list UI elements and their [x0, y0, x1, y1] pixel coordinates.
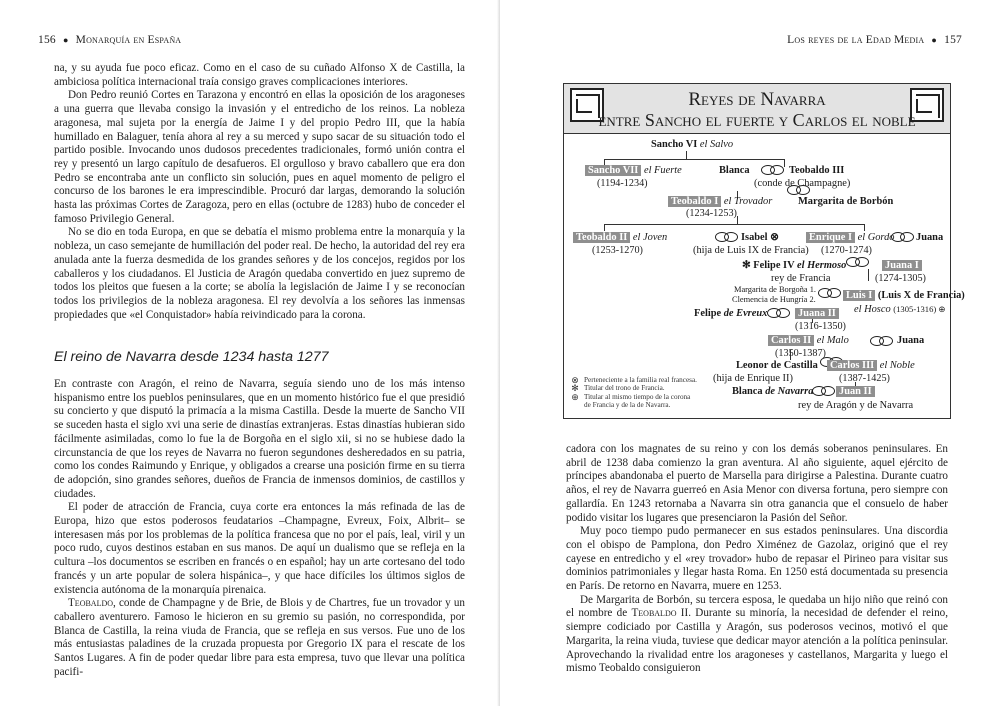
- person-name: Teobaldo I: [668, 196, 721, 207]
- paragraph-text: De Margarita de Borbón, su tercera esposa, le quedaba un hijo niño que reinó con el nombre de: [566, 593, 948, 620]
- paragraph: No se dio en toda Europa, en que se debatía el mismo problema entre la monarquía y la nobleza, un caso semejante de humillación del poder real. De hecho, la autoridad del rey era anulada ante la fuerza desmedida de los grandes señores y de los concejos, regidos por los caballeros y los ciudadanos. El Justicia de Aragón quedaba convertido en juez supremo de todos los pleitos que fuesen a la corte; se abolía la legislación de Jaime I y se reconocían todos los privilegios de la nobleza aragonesa. El rey devolvía a los señores las inmensas propiedades que «el Conquistador» había reivindicado para la corona.: [54, 226, 465, 321]
- legend-item: [570, 393, 697, 410]
- legend-text: Perteneciente a la familia real francesa.: [584, 376, 697, 384]
- person-name: Enrique I: [806, 232, 855, 243]
- reign-dates: (1270-1274): [821, 245, 872, 256]
- person-teobaldo-ii: [573, 232, 667, 244]
- person-carlos-ii: [768, 335, 849, 347]
- right-running-head: [787, 34, 962, 46]
- marriage-rings-icon: [818, 288, 840, 297]
- person-name: ✻ Felipe IV: [742, 260, 795, 271]
- legend-item: [570, 384, 697, 392]
- person-epithet: el Trovador: [723, 196, 773, 207]
- reign-dates: (1194-1234): [597, 178, 648, 189]
- person-epithet: el Salvo: [699, 139, 734, 150]
- marriage-rings-icon: [870, 336, 892, 345]
- person-name: Teobaldo II: [573, 232, 630, 243]
- legend-text: Titular del trono de Francia.: [584, 384, 665, 393]
- left-text-block-1: [54, 62, 465, 322]
- person-name: Juana I: [882, 260, 922, 271]
- reign-dates: (1234-1253): [686, 208, 737, 219]
- person-marg-borgona: Margarita de Borgoña 1.: [734, 285, 817, 294]
- tree-line: [604, 224, 605, 231]
- chart-title-box: [564, 84, 950, 134]
- person-name: Felipe: [694, 308, 722, 319]
- person-epithet: el Hermoso: [797, 260, 847, 271]
- person-clemencia: Clemencia de Hungría 2.: [732, 295, 816, 304]
- person-note: (hija de Luis IX de Francia): [693, 245, 809, 256]
- reign-dates: (1253-1270): [592, 245, 643, 256]
- paragraph: cadora con los magnates de su reino y con los demás soberanos peninsulares. En abril de 1238 daba comienzo la gran aventura. Al año siguiente, aquel ejército de príncipes abandonaba el puerto de Marsella para dirigirse a Palestina. Durante cuatro años, el rey de Navarra guerreó en Asia Menor con diversa fortuna, pero siempre con gallardía. En 1243 retornaba a Navarra sin otra ganancia que el consuelo de haber podido visitar los lugares que presenciaron la Pasión del Señor.: [566, 443, 948, 524]
- paragraph: Muy poco tiempo pudo permanecer en sus estados peninsulares. Una discordia con el obispo de Pamplona, don Pedro Ximénez de Gazolaz, originó que el rey cayese en entredicho y el «rey trovador» hubo de repasar el Pirineo para visitar sus dominios patrimoniales y llegar hasta Roma. En 1250 está documentada su presencia en París. De retorno en Navarra, muere en 1253.: [566, 525, 948, 593]
- person-felipe-iv: [742, 260, 846, 272]
- person-sancho-vii: [585, 165, 682, 177]
- reign-dates: (1274-1305): [875, 273, 926, 284]
- chart-title: Reyes de Navarra: [688, 89, 826, 110]
- paragraph: [54, 597, 465, 679]
- person-epithet: el Malo: [816, 335, 849, 346]
- tree-line: [868, 269, 869, 281]
- person-name: Carlos III: [827, 360, 877, 371]
- person-juana-ii: [795, 308, 839, 320]
- person-note: rey de Aragón y de Navarra: [798, 400, 914, 411]
- genealogy-chart: [563, 83, 965, 419]
- person-name: Carlos II: [768, 335, 814, 346]
- person-epithet: el Fuerte: [643, 165, 682, 176]
- left-page-number: 156: [38, 34, 56, 46]
- tree-line: [864, 224, 865, 231]
- tree-line: [604, 224, 864, 225]
- paragraph: [566, 594, 948, 676]
- legend-symbol-icon: ⊕: [571, 391, 579, 402]
- chart-legend: [570, 376, 697, 410]
- person-note: (conde de Champagne): [754, 178, 851, 189]
- tree-line: [737, 216, 738, 224]
- person-luis-i-dates: [854, 303, 946, 316]
- paragraph-text: , conde de Champagne y de Brie, de Blois y de Chartres, fue un trovador y un caballero aventurero. Famoso le hicieron en su gremio su pasión, no correspondida, por Blanca de Castilla, la reina viuda de Francia, que se refleja en sus versos. Fue uno de los más entusiastas paladines de la cruzada propuesta por Gregorio IX para el rescate de los Santos Lugares. A fin de poder quedar libre para esta empresa, tuvo que llevar una política pacifi-: [54, 597, 465, 678]
- person-note: (Luis X de Francia): [877, 290, 965, 301]
- paragraph-text: . Durante su minoría, la necesidad de defender el reino, siempre codiciado por Castilla y Aragón, sus poderosos vecinos, motivó el que Margarita, la reina viuda, tuviese que dedicar mayor atención a la política peninsular. Aprovechando la rivalidad entre los aragoneses y castellanos, Margarita y luego el mismo Teobaldo consiguieron: [566, 607, 949, 675]
- person-felipe-evreux: [694, 308, 767, 320]
- right-running-title: Los reyes de la Edad Media: [787, 34, 925, 46]
- reign-dates: (1305-1316) ⊕: [893, 304, 946, 314]
- right-text-block: [566, 443, 948, 676]
- person-epithet: de Evreux: [723, 308, 768, 319]
- legend-symbol-icon: ⊗: [571, 375, 579, 385]
- section-subheading: El reino de Navarra desde 1234 hasta 1277: [54, 349, 329, 365]
- left-text-block-2: [54, 378, 465, 679]
- person-luis-i: [843, 290, 965, 302]
- tree-line: [686, 151, 687, 159]
- bullet-icon: ●: [931, 35, 938, 45]
- marriage-rings-icon: [715, 232, 737, 241]
- marriage-rings-icon: [846, 257, 868, 266]
- person-teobaldo-iii: Teobaldo III: [789, 165, 845, 176]
- reign-dates: (1387-1425): [839, 373, 890, 384]
- person-name: Blanca: [732, 386, 763, 397]
- person-note: rey de Francia: [771, 273, 831, 284]
- left-running-title: Monarquía en España: [75, 34, 182, 46]
- reign-dates: (1350-1387): [775, 348, 826, 359]
- person-isabel: Isabel ⊗: [741, 232, 779, 243]
- person-epithet: el Joven: [632, 232, 668, 243]
- marriage-rings-icon: [812, 386, 834, 395]
- paragraph: El poder de atracción de Francia, cuya corte era entonces la más refinada de las de Europa, hizo que estos poderosos feudatarios –Champagne, Evreux, Foix, Albrit– se interesasen más por los problemas de la política francesa que no por el país, leal, viril y un poco rudo, cuyos destinos estaban en sus manos. De aquí un dualismo que se refleja en la cultura –los documentos se escriben en francés o en español; hay un arte cortesano del todo francés y un arte popular de solera hispánica–, y que hace difíciles los últimos siglos de existencia autónoma de la monarquía pirenaica.: [54, 501, 465, 596]
- person-sancho-vi: [651, 139, 733, 151]
- person-leonor: Leonor de Castilla: [736, 360, 818, 371]
- paragraph: En contraste con Aragón, el reino de Navarra, seguía siendo uno de los más intenso hispanismo entre los pueblos peninsulares, que en un momento histórico fue el que presidió su concierto y que disputó la primacía a la misma Castilla. Desde la muerte de Sancho VII se suceden hasta el siglo xvi una serie de dinastías extranjeras. Estas dinastías hubieran sido fácilmente asimiladas, como lo fue la de Borgoña en el siglo xii, si no se hubiese dado la circunstancia de que los reyes de Navarra no fueron segundones desheredados en su patria, como los condes Raimundo y Enrique, y obligados a crearse una posición firme en su tierra de adopción, sino grandes señores, dueños de Francia de inmensos dominios, de castillos y ciudades.: [54, 378, 465, 500]
- small-caps-name: Teobaldo II: [631, 607, 689, 620]
- legend-item: [570, 376, 697, 384]
- small-caps-name: Teobaldo: [68, 597, 114, 610]
- marriage-rings-icon: [761, 165, 783, 174]
- marriage-rings-icon: [767, 308, 789, 317]
- person-name: Luis I: [843, 290, 875, 301]
- paragraph: na, y su ayuda fue poco eficaz. Como en el caso de su cuñado Alfonso X de Castilla, la ambiciosa política internacional traía consigo graves complicaciones interiores.: [54, 62, 465, 88]
- person-name: Sancho VI: [651, 139, 698, 150]
- tree-line: [604, 159, 784, 160]
- person-enrique-i: [806, 232, 895, 244]
- person-juan-ii: [836, 386, 875, 398]
- person-teobaldo-i: [668, 196, 772, 208]
- paragraph: Don Pedro reunió Cortes en Tarazona y encontró en ellas la oposición de los aragoneses a una guerra que llevaba consigo la invasión y el entredicho de los reinos. La nobleza aragonesa, mal sujeta por la energía de Jaime I y del propio Pedro III, que la había humillado en Balaguer, tenía ahora al rey a su merced y supo sacar de su situación todo el partido posible. Invocando unos dudosos precedentes tradicionales, formó unión contra el rey y presentó un largo capítulo de desafueros. El orgulloso y bravo caballero que era don Pedro se encontraba ante un conflicto sin solución, pues en aquel momento de peligro el concurso de los barones le era imprescindible. Procuró dar largas, demorando la solución hasta las próximas Cortes de Zaragoza, pero en ellas (octubre de 1283) hubo de conceder el famoso Privilegio General.: [54, 89, 465, 225]
- person-juana: Juana: [916, 232, 944, 243]
- chart-subtitle: entre Sancho el fuerte y Carlos el noble: [598, 110, 916, 130]
- person-blanca: Blanca: [719, 165, 750, 176]
- legend-symbol-icon: ✻: [571, 383, 579, 394]
- left-running-head: [38, 34, 181, 46]
- right-page-number: 157: [944, 34, 962, 46]
- person-epithet: el Gordo: [857, 232, 895, 243]
- person-epithet: de Navarra: [765, 386, 814, 397]
- person-juana-2: Juana: [897, 335, 925, 346]
- legend-text: Titular al mismo tiempo de la corona de Francia y de la de Navarra.: [584, 392, 691, 410]
- person-margarita-borbon: Margarita de Borbón: [798, 196, 894, 207]
- tree-line: [784, 159, 785, 167]
- person-name: Sancho VII: [585, 165, 641, 176]
- person-epithet: el Hosco: [854, 304, 891, 315]
- person-carlos-iii: [827, 360, 915, 372]
- reign-dates: (1316-1350): [795, 321, 846, 332]
- person-juana-i: [882, 260, 922, 272]
- person-name: Juana II: [795, 308, 839, 319]
- bullet-icon: ●: [62, 35, 69, 45]
- person-blanca-navarra: [732, 386, 813, 398]
- person-note: (hija de Enrique II): [713, 373, 793, 384]
- person-name: Juan II: [836, 386, 875, 397]
- person-epithet: el Noble: [879, 360, 915, 371]
